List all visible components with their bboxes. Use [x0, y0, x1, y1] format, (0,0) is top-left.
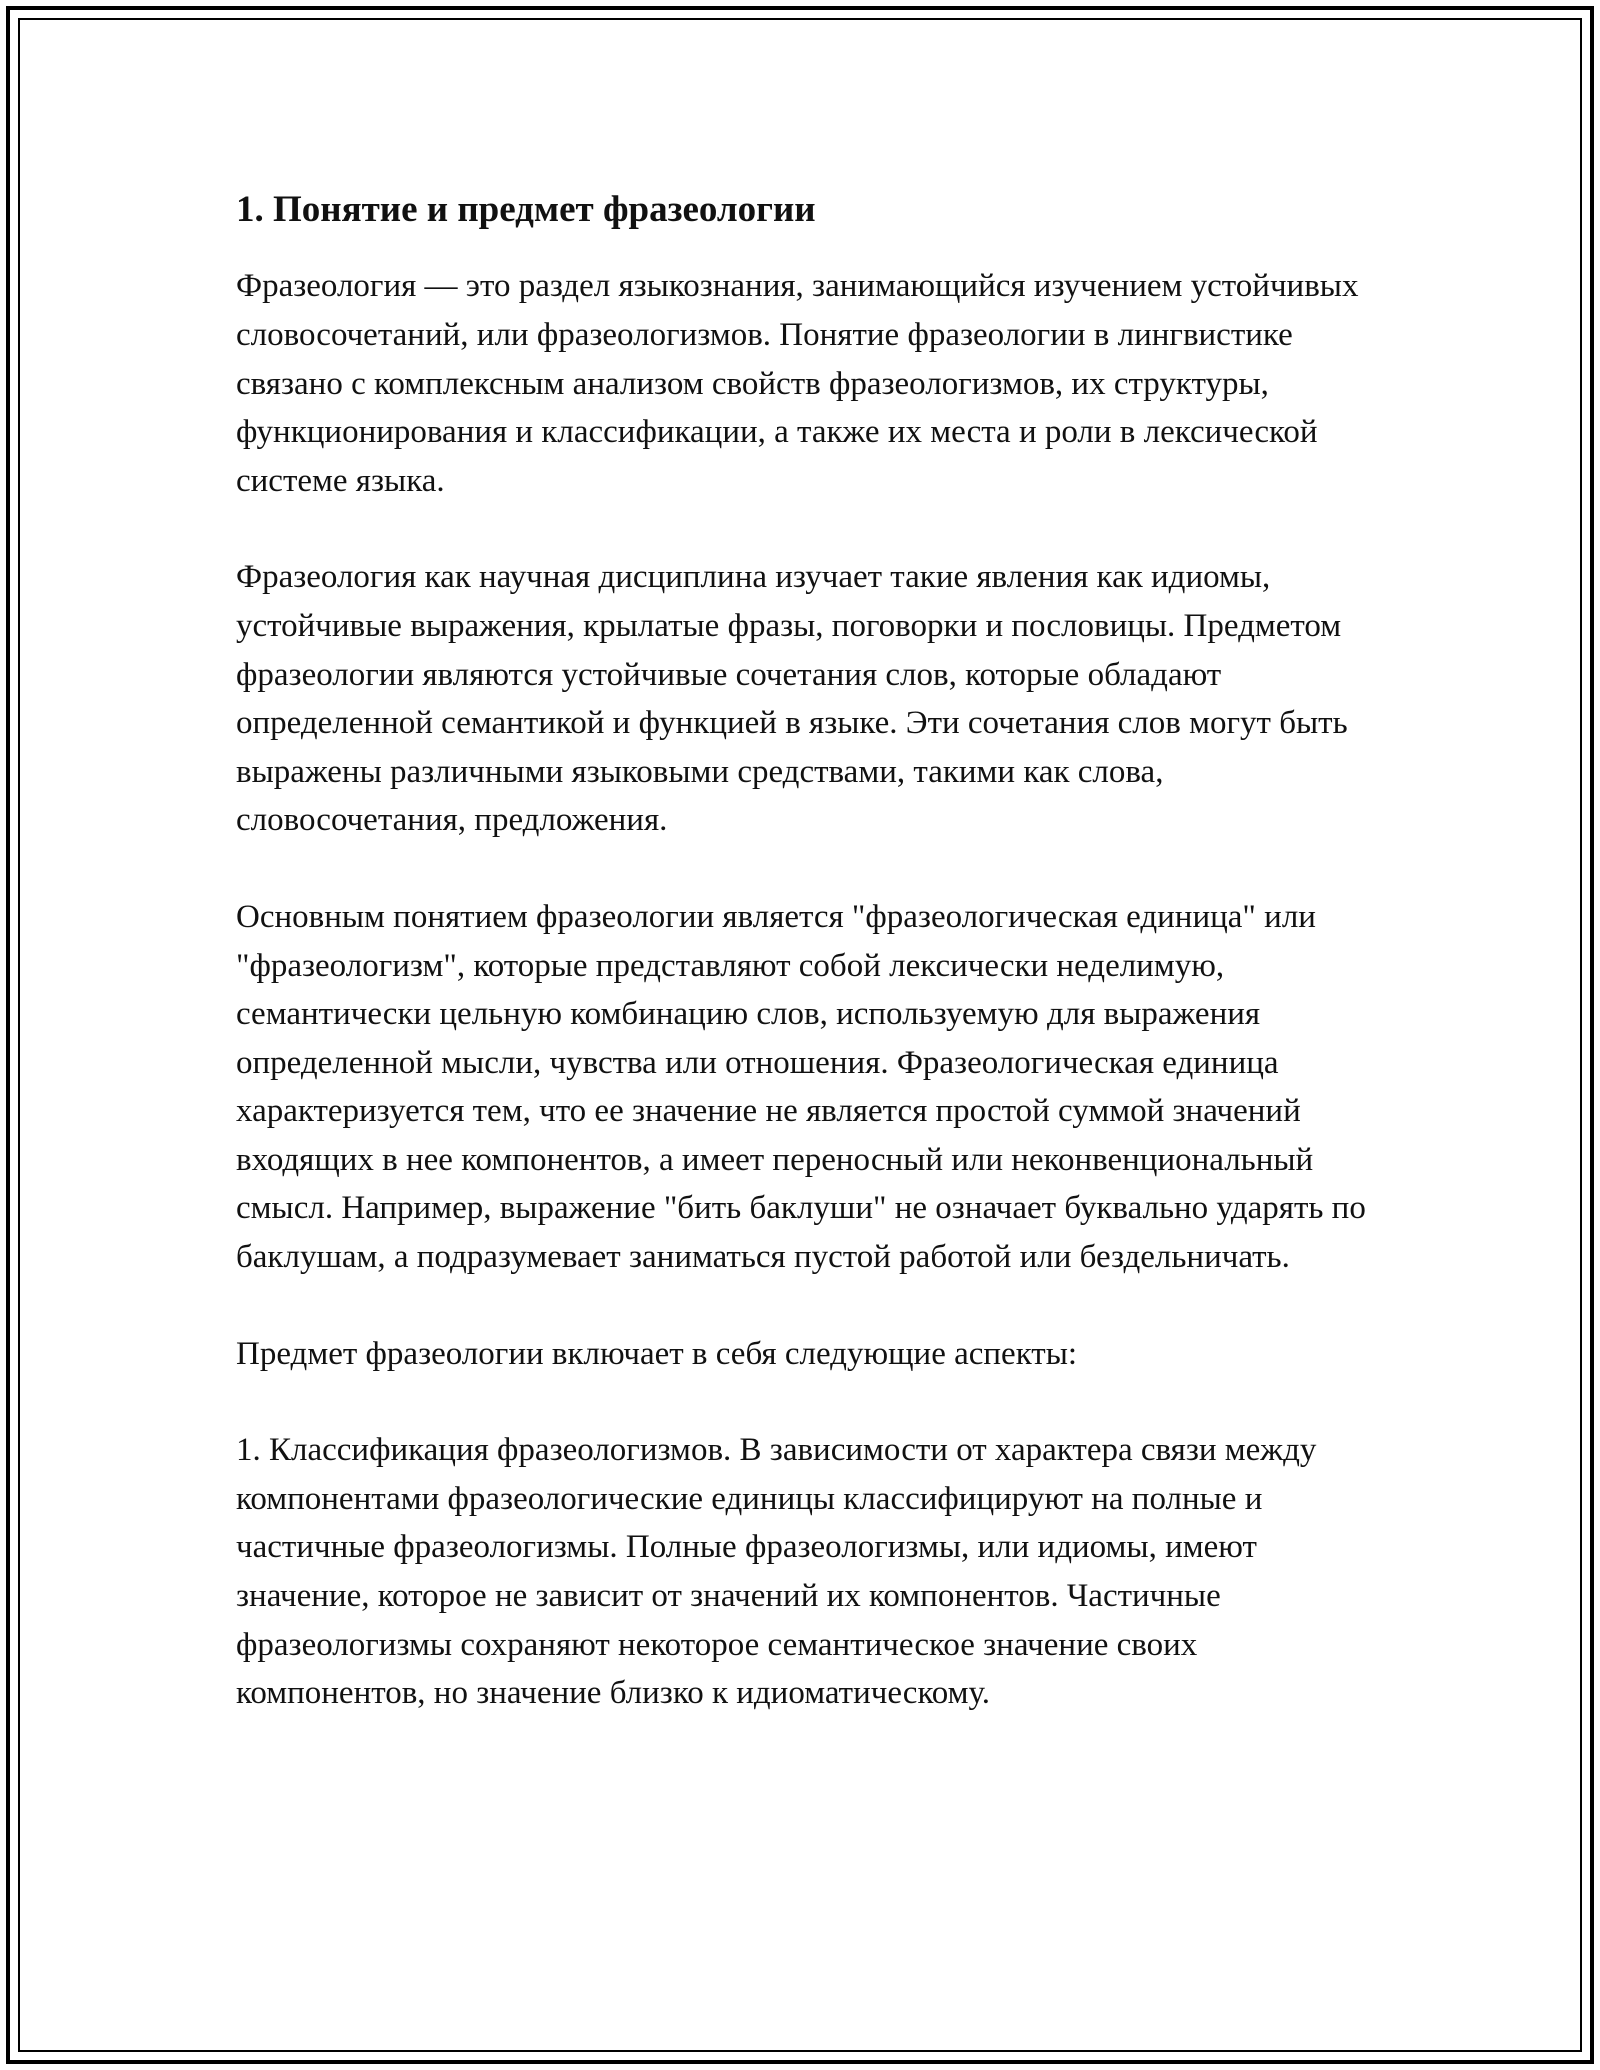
paragraph-discipline: Фразеология как научная дисциплина изучает такие явления как идиомы, устойчивые выражения, крылатые фразы, поговорки и пословицы. Предметом фразеологии являются устойчивые сочетания слов, которые обладают определенной семантикой и функцией в языке. Эти сочетания слов могут быть выражены различными языковыми средствами, такими как слова, словосочетания, предложения.	[236, 559, 1348, 839]
paragraph-aspects-intro: Предмет фразеологии включает в себя следующие аспекты:	[236, 1335, 1078, 1372]
paragraph-classification: 1. Классификация фразеологизмов. В зависимости от характера связи между компонентами фразеологические единицы классифицируют на полные и частичные фразеологизмы. Полные фразеологизмы, или идиомы, имеют значение, которое не зависит от значений их компонентов. Частичные фразеологизмы сохраняют некоторое семантическое значение своих компонентов, но значение близко к идиоматическому.	[236, 1432, 1317, 1712]
paragraph-phraseological-unit: Основным понятием фразеологии является "фразеологическая единица" или "фразеологизм", которые представляют собой лексически неделимую, семантически цельную комбинацию слов, используемую для выражения определенной мысли, чувства или отношения. Фразеологическая единица характеризуется тем, что ее значение не является простой суммой значений входящих в нее компонентов, а имеет переносный или неконвенциональный смысл. Например, выражение "бить баклуши" не означает буквально ударять по баклушам, а подразумевает заниматься пустой работой или бездельничать.	[236, 898, 1366, 1276]
document-body	[236, 188, 1376, 1766]
paragraph-definition: Фразеология — это раздел языкознания, занимающийся изучением устойчивых словосочетаний, или фразеологизмов. Понятие фразеологии в лингвистике связано с комплексным анализом свойств фразеологизмов, их структуры, функционирования и классификации, а также их места и роли в лексической системе языка.	[236, 268, 1359, 499]
section-title: 1. Понятие и предмет фразеологии	[236, 189, 816, 230]
